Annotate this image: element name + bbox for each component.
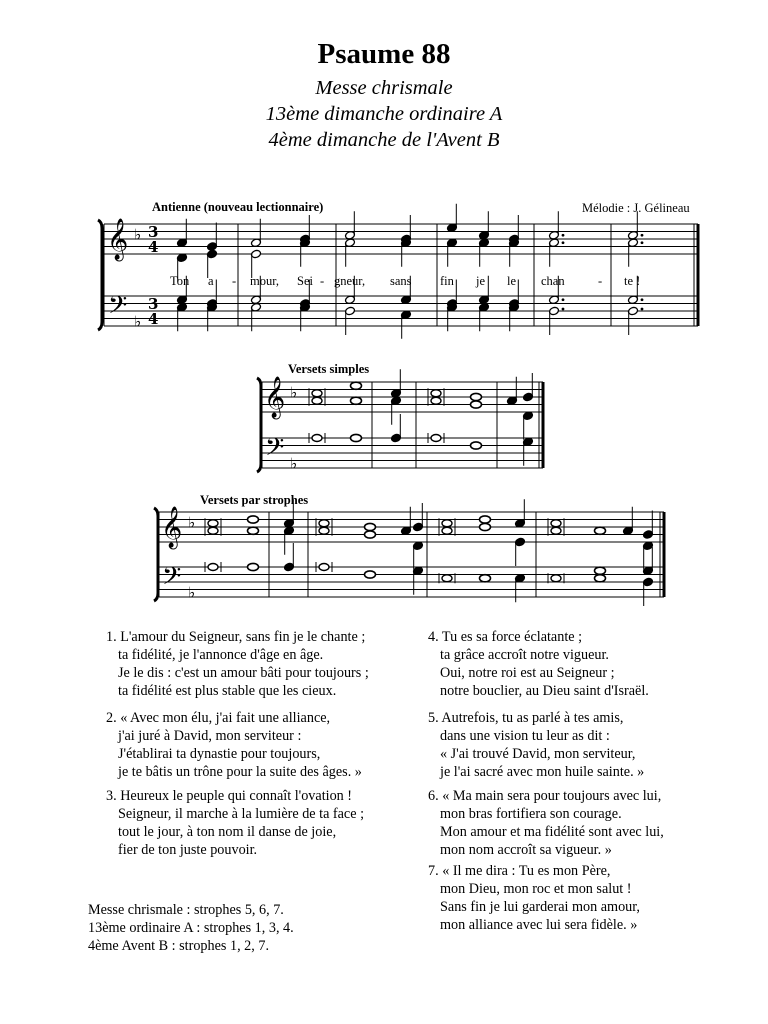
whole-note-head (248, 563, 259, 570)
bass-clef: 𝄢 (162, 562, 182, 597)
breve-note-head (551, 575, 561, 582)
time-signature-top: 3 (148, 295, 159, 313)
verse-line: ta fidélité, je l'annonce d'âge en âge. (118, 647, 324, 663)
dot (562, 234, 565, 237)
whole-note-head (351, 434, 362, 441)
bass-clef: 𝄢 (265, 433, 285, 468)
breve-note-head (319, 527, 329, 534)
verse-line: 5. Autrefois, tu as parlé à tes amis, (428, 710, 624, 726)
strophe-verses-label: Versets par strophes (200, 493, 309, 507)
whole-note-head (365, 523, 376, 530)
subtitle-chrism-mass: Messe chrismale (315, 77, 453, 99)
verse-5 (428, 709, 644, 781)
verse-1 (106, 628, 369, 700)
verse-line: mon Dieu, mon roc et mon salut ! (440, 881, 632, 897)
verse-line: 3. Heureux le peuple qui connaît l'ovation ! (106, 788, 353, 804)
whole-note-head (351, 397, 362, 404)
lyric-syllable: mour, (250, 274, 280, 288)
breve-note-head (442, 527, 452, 534)
verse-line: j'ai juré à David, mon serviteur : (118, 728, 302, 744)
breve-note-head (312, 390, 322, 397)
breve-note-head (208, 520, 218, 527)
whole-note-head (595, 567, 606, 574)
verse-line: je te bâtis un trône pour la suite des âges. » (118, 764, 362, 780)
verse-line: Sans fin je lui garderai mon amour, (440, 899, 640, 915)
verse-line: mon bras fortifiera son courage. (440, 806, 622, 822)
lyric-syllable: sans (390, 274, 412, 288)
breve-note-head (431, 397, 441, 404)
verse-line: 7. « Il me dira : Tu es mon Père, (428, 863, 611, 879)
breve-note-head (208, 527, 218, 534)
page-title: Psaume 88 (317, 38, 451, 70)
verse-line: « J'ai trouvé David, mon serviteur, (440, 746, 636, 762)
lyric-syllable: fin (440, 274, 454, 288)
lyric-syllable: - (598, 274, 603, 288)
system-brace (98, 220, 102, 330)
dot (641, 298, 644, 301)
verse-line: Seigneur, il marche à la lumière de ta face ; (118, 806, 365, 822)
simple-verses-label: Versets simples (288, 362, 370, 376)
verse-6 (428, 787, 664, 859)
dot (641, 308, 644, 311)
lyric-syllable: - (320, 274, 325, 288)
verse-line: mon alliance avec lui sera fidèle. » (440, 917, 638, 933)
lyric-syllable: chan (541, 274, 565, 288)
strophe-verses-system (154, 499, 664, 606)
flat-sign: ♭ (290, 383, 298, 402)
flat-sign: ♭ (134, 312, 142, 331)
verse-line: fier de ton juste pouvoir. (118, 842, 258, 858)
verse-line: 1. L'amour du Seigneur, sans fin je le chante ; (106, 629, 366, 645)
whole-note-head (480, 523, 491, 530)
dot (562, 241, 565, 244)
verse-line: notre bouclier, au Dieu saint d'Israël. (440, 683, 649, 699)
breve-note-head (551, 527, 561, 534)
usage-line: 13ème ordinaire A : strophes 1, 3, 4. (88, 920, 294, 936)
subtitle-ordinary-sunday: 13ème dimanche ordinaire A (265, 103, 503, 125)
dot (562, 298, 565, 301)
breve-note-head (431, 390, 441, 397)
whole-note-head (595, 527, 606, 534)
lyric-syllable: Sei (297, 274, 313, 288)
flat-sign: ♭ (188, 583, 196, 602)
treble-clef: 𝄞 (161, 507, 183, 548)
whole-note-head (480, 516, 491, 523)
treble-clef: 𝄞 (264, 377, 286, 418)
lyric-syllable: le (507, 274, 517, 288)
lyric-syllable: Ton (170, 274, 190, 288)
usage-line: 4ème Avent B : strophes 1, 2, 7. (88, 938, 269, 954)
whole-note-head (480, 575, 491, 582)
time-signature-top: 3 (148, 223, 159, 241)
flat-sign: ♭ (188, 513, 196, 532)
verse-line: 4. Tu es sa force éclatante ; (428, 629, 583, 645)
breve-note-head (442, 520, 452, 527)
verse-line: 6. « Ma main sera pour toujours avec lui, (428, 788, 662, 804)
verse-line: ta fidélité est plus stable que les cieux. (118, 683, 337, 699)
breve-note-head (442, 575, 452, 582)
breve-note-head (551, 520, 561, 527)
bass-clef: 𝄢 (108, 291, 128, 326)
verse-line: Mon amour et ma fidélité sont avec lui, (440, 824, 664, 840)
whole-note-head (471, 393, 482, 400)
antiphon-label: Antienne (nouveau lectionnaire) (152, 200, 324, 214)
melody-credit: Mélodie : J. Gélineau (582, 201, 690, 215)
breve-note-head (208, 564, 218, 571)
whole-note-head (351, 382, 362, 389)
whole-note-head (471, 401, 482, 408)
verse-line: ta grâce accroît notre vigueur. (440, 647, 609, 663)
lyric-syllable: - (232, 274, 237, 288)
antiphon-system (98, 204, 698, 339)
simple-verses-system (257, 369, 543, 472)
lyric-syllable: te ! (624, 274, 641, 288)
whole-note-head (365, 531, 376, 538)
breve-note-head (312, 435, 322, 442)
verse-line: Je le dis : c'est un amour bâti pour toujours ; (118, 665, 369, 681)
system-brace (257, 378, 261, 472)
verse-2 (106, 709, 362, 781)
time-signature-bottom: 4 (148, 310, 159, 328)
verse-line: dans une vision tu leur as dit : (440, 728, 610, 744)
lyric-syllable: je (476, 274, 486, 288)
lyric-syllable: a (208, 274, 214, 288)
dot (641, 234, 644, 237)
verse-line: mon nom accroît sa vigueur. » (440, 842, 612, 858)
whole-note-head (248, 516, 259, 523)
whole-note-head (365, 571, 376, 578)
time-signature-bottom: 4 (148, 238, 159, 256)
verse-line: tout le jour, à ton nom il danse de joie, (118, 824, 337, 840)
whole-note-head (595, 575, 606, 582)
system-brace (154, 508, 158, 601)
breve-note-head (319, 564, 329, 571)
subtitle-advent-sunday: 4ème dimanche de l'Avent B (268, 129, 500, 151)
dot (562, 308, 565, 311)
verse-line: 2. « Avec mon élu, j'ai fait une alliance, (106, 710, 331, 726)
breve-note-head (319, 520, 329, 527)
verse-3 (106, 787, 364, 859)
whole-note-head (471, 442, 482, 449)
usage-line: Messe chrismale : strophes 5, 6, 7. (88, 902, 284, 918)
treble-clef: 𝄞 (107, 219, 129, 260)
flat-sign: ♭ (290, 454, 298, 473)
strophe-usage-notes (88, 901, 294, 955)
lyric-syllable: gneur, (334, 274, 366, 288)
verse-4 (428, 628, 649, 700)
verse-7 (428, 862, 640, 934)
flat-sign: ♭ (134, 225, 142, 244)
breve-note-head (431, 435, 441, 442)
verse-line: je l'ai sacré avec mon huile sainte. » (440, 764, 645, 780)
dot (641, 241, 644, 244)
verse-line: Oui, notre roi est au Seigneur ; (440, 665, 615, 681)
breve-note-head (312, 397, 322, 404)
whole-note-head (248, 527, 259, 534)
verse-line: J'établirai ta dynastie pour toujours, (118, 746, 321, 762)
